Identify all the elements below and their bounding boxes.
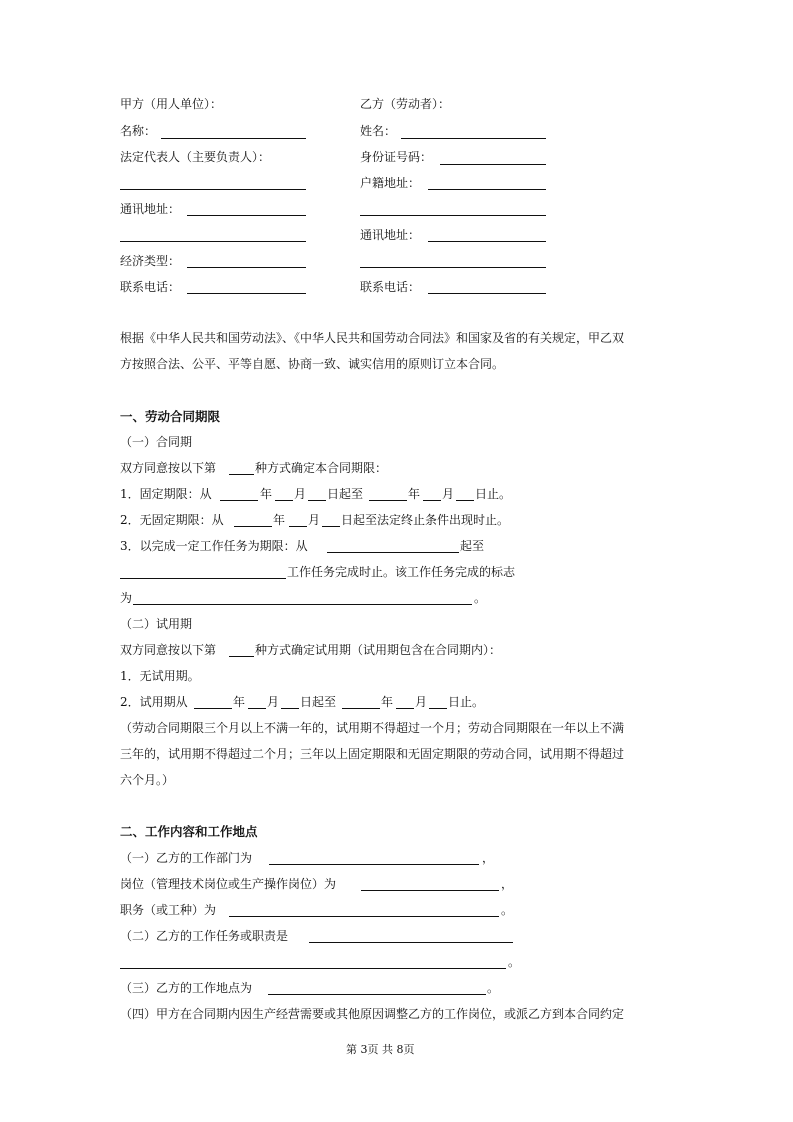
position-blank[interactable]: [361, 890, 499, 891]
party-a-heading: 甲方（用人单位）：: [120, 97, 223, 111]
fixed-term-end-text: 日止。: [475, 487, 512, 501]
party-b-heading: 乙方（劳动者）：: [360, 97, 451, 111]
party-b-name-label: 姓名：: [360, 124, 397, 138]
probation-start-month-text: 月: [267, 695, 280, 709]
party-a-phone-blank[interactable]: [187, 293, 306, 294]
duties-label: （二）乙方的工作任务或职责是: [120, 929, 289, 943]
probation-start-year-blank[interactable]: [194, 708, 232, 709]
open-term-month-blank[interactable]: [289, 526, 307, 527]
party-b-phone-blank[interactable]: [428, 293, 546, 294]
probation-end-day-blank[interactable]: [429, 708, 447, 709]
department-end: ，: [482, 851, 495, 865]
fixed-term-start-day-blank[interactable]: [308, 500, 326, 501]
task-term-complete-text: 工作任务完成时止。该工作任务完成的标志: [287, 565, 516, 579]
probation-end-month-blank[interactable]: [396, 708, 414, 709]
probation-start-year-text: 年: [233, 695, 246, 709]
party-b-household-blank[interactable]: [428, 189, 546, 190]
work-location-end: 。: [487, 981, 500, 995]
job-title-end: 。: [501, 903, 514, 917]
party-a-legal-rep-label: 法定代表人（主要负责人）：: [120, 150, 271, 164]
open-term-day-blank[interactable]: [322, 526, 340, 527]
probation-end-year-text: 年: [381, 695, 394, 709]
contract-term-subtitle: （一）合同期: [120, 435, 193, 449]
task-term-mark-label: 为: [120, 591, 133, 605]
party-a-phone-label: 联系电话：: [120, 280, 181, 294]
probation-intro-text-2: 种方式确定试用期（试用期包含在合同期内）：: [255, 643, 502, 657]
fixed-term-year-text: 年: [260, 487, 273, 501]
probation-start-month-blank[interactable]: [248, 708, 266, 709]
open-term-label: 2．无固定期限：从: [120, 513, 224, 527]
task-term-mark-end: 。: [474, 591, 487, 605]
job-title-label: 职务（或工种）为: [120, 903, 217, 917]
party-a-address-label: 通讯地址：: [120, 202, 181, 216]
fixed-term-start-month-blank[interactable]: [275, 500, 293, 501]
fixed-term-start-year-blank[interactable]: [220, 500, 258, 501]
fixed-term-month-text: 月: [294, 487, 307, 501]
open-term-tail: 日起至法定终止条件出现时止。: [341, 513, 510, 527]
task-term-until-text: 起至: [460, 539, 485, 553]
open-term-year-blank[interactable]: [234, 526, 272, 527]
fixed-term-end-year-text: 年: [408, 487, 421, 501]
party-a-economic-type-blank[interactable]: [187, 267, 306, 268]
probation-intro-text: 双方同意按以下第: [120, 643, 217, 657]
probation-note-line-3: 六个月。）: [120, 773, 175, 787]
probation-end-text: 日止。: [448, 695, 485, 709]
fixed-term-end-month-text: 月: [442, 487, 455, 501]
probation-end-month-text: 月: [415, 695, 428, 709]
work-location-label: （三）乙方的工作地点为: [120, 981, 253, 995]
party-a-economic-type-label: 经济类型：: [120, 254, 181, 268]
probation-subtitle: （二）试用期: [120, 617, 193, 631]
party-b-address-blank-2[interactable]: [360, 267, 546, 268]
duties-blank[interactable]: [309, 942, 513, 943]
adjustment-clause-line: （四）甲方在合同期内因生产经营需要或其他原因调整乙方的工作岗位，或派乙方到本合同约定: [120, 1007, 625, 1021]
term-intro-text-2: 种方式确定本合同期限：: [255, 461, 388, 475]
party-a-legal-rep-blank[interactable]: [120, 189, 306, 190]
term-option-blank[interactable]: [229, 474, 254, 475]
job-title-blank[interactable]: [229, 916, 499, 917]
fixed-term-from-text: 日起至: [327, 487, 364, 501]
section-1-title: 一、劳动合同期限: [120, 409, 221, 424]
party-a-address-blank-2[interactable]: [120, 241, 306, 242]
term-intro-text: 双方同意按以下第: [120, 461, 217, 475]
party-b-address-blank[interactable]: [428, 241, 546, 242]
probation-start-day-blank[interactable]: [281, 708, 299, 709]
party-b-id-label: 身份证号码：: [360, 150, 433, 164]
section-2-title: 二、工作内容和工作地点: [120, 824, 258, 839]
probation-from-text: 日起至: [300, 695, 337, 709]
open-term-month-text: 月: [308, 513, 321, 527]
party-b-household-label: 户籍地址：: [360, 176, 421, 190]
fixed-term-label: 1．固定期限：从: [120, 487, 212, 501]
duties-blank-2[interactable]: [120, 968, 506, 969]
party-b-household-blank-2[interactable]: [360, 215, 546, 216]
page-number: 第 3页 共 8页: [346, 1043, 415, 1056]
party-a-name-label: 名称：: [120, 124, 157, 138]
probation-option-blank[interactable]: [229, 656, 254, 657]
fixed-term-end-month-blank[interactable]: [423, 500, 441, 501]
duties-end: 。: [508, 955, 521, 969]
probation-end-year-blank[interactable]: [342, 708, 380, 709]
position-end: ，: [501, 877, 514, 891]
party-b-phone-label: 联系电话：: [360, 280, 421, 294]
party-b-address-label: 通讯地址：: [360, 228, 421, 242]
preamble-line-1: 根据《中华人民共和国劳动法》、《中华人民共和国劳动合同法》和国家及省的有关规定，甲乙双: [120, 331, 625, 345]
task-term-task-blank[interactable]: [120, 578, 286, 579]
task-term-start-blank[interactable]: [327, 552, 459, 553]
position-label: 岗位（管理技术岗位或生产操作岗位）为: [120, 877, 337, 891]
task-term-label: 3．以完成一定工作任务为期限：从: [120, 539, 308, 553]
party-a-name-blank[interactable]: [161, 138, 306, 139]
fixed-term-end-year-blank[interactable]: [369, 500, 407, 501]
open-term-year-text: 年: [273, 513, 286, 527]
preamble-line-2: 方按照合法、公平、平等自愿、协商一致、诚实信用的原则订立本合同。: [120, 357, 505, 371]
work-location-blank[interactable]: [268, 994, 486, 995]
fixed-term-end-day-blank[interactable]: [456, 500, 474, 501]
department-label: （一）乙方的工作部门为: [120, 851, 253, 865]
no-probation-item: 1．无试用期。: [120, 669, 200, 683]
probation-note-line-2: 三年的，试用期不得超过二个月；三年以上固定期限和无固定期限的劳动合同，试用期不得超过: [120, 747, 625, 761]
party-b-id-blank[interactable]: [440, 164, 546, 165]
probation-period-label: 2．试用期从: [120, 695, 188, 709]
department-blank[interactable]: [269, 864, 479, 865]
party-a-address-blank[interactable]: [187, 215, 306, 216]
probation-note-line-1: （劳动合同期限三个月以上不满一年的，试用期不得超过一个月；劳动合同期限在一年以上不满: [120, 721, 625, 735]
party-b-name-blank[interactable]: [401, 138, 546, 139]
task-term-mark-blank[interactable]: [133, 604, 472, 605]
